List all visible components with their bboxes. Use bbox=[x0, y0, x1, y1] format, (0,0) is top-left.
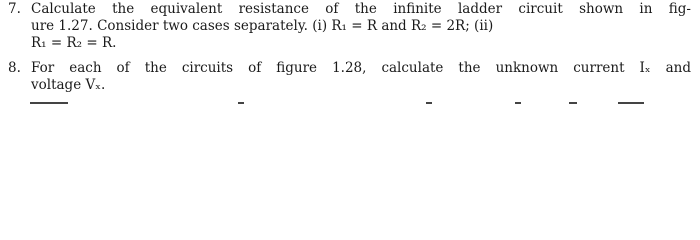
problem-number: 7. bbox=[8, 1, 21, 17]
problem-line: For each of the circuits of figure 1.28, calculate the unknown current Iₓ and bbox=[31, 60, 691, 76]
cropped-glyph bbox=[30, 102, 68, 104]
cropped-glyph bbox=[569, 102, 577, 104]
problem-line: R₁ = R₂ = R. bbox=[31, 35, 117, 51]
cropped-glyph bbox=[515, 102, 521, 104]
cropped-glyph bbox=[618, 102, 644, 104]
cropped-glyph bbox=[238, 102, 244, 104]
problem-text bbox=[31, 60, 691, 94]
problem-line: ure 1.27. Consider two cases separately. (i) R₁ = R and R₂ = 2R; (ii) bbox=[31, 18, 494, 34]
problem-line: voltage Vₓ. bbox=[31, 77, 106, 93]
cropped-glyph bbox=[426, 102, 432, 104]
cropped-next-line bbox=[8, 100, 688, 107]
problem-line: Calculate the equivalent resistance of the infinite ladder circuit shown in fig- bbox=[31, 1, 691, 17]
textbook-page bbox=[0, 0, 700, 107]
problem-text bbox=[31, 1, 691, 52]
problem-number: 8. bbox=[8, 60, 21, 76]
